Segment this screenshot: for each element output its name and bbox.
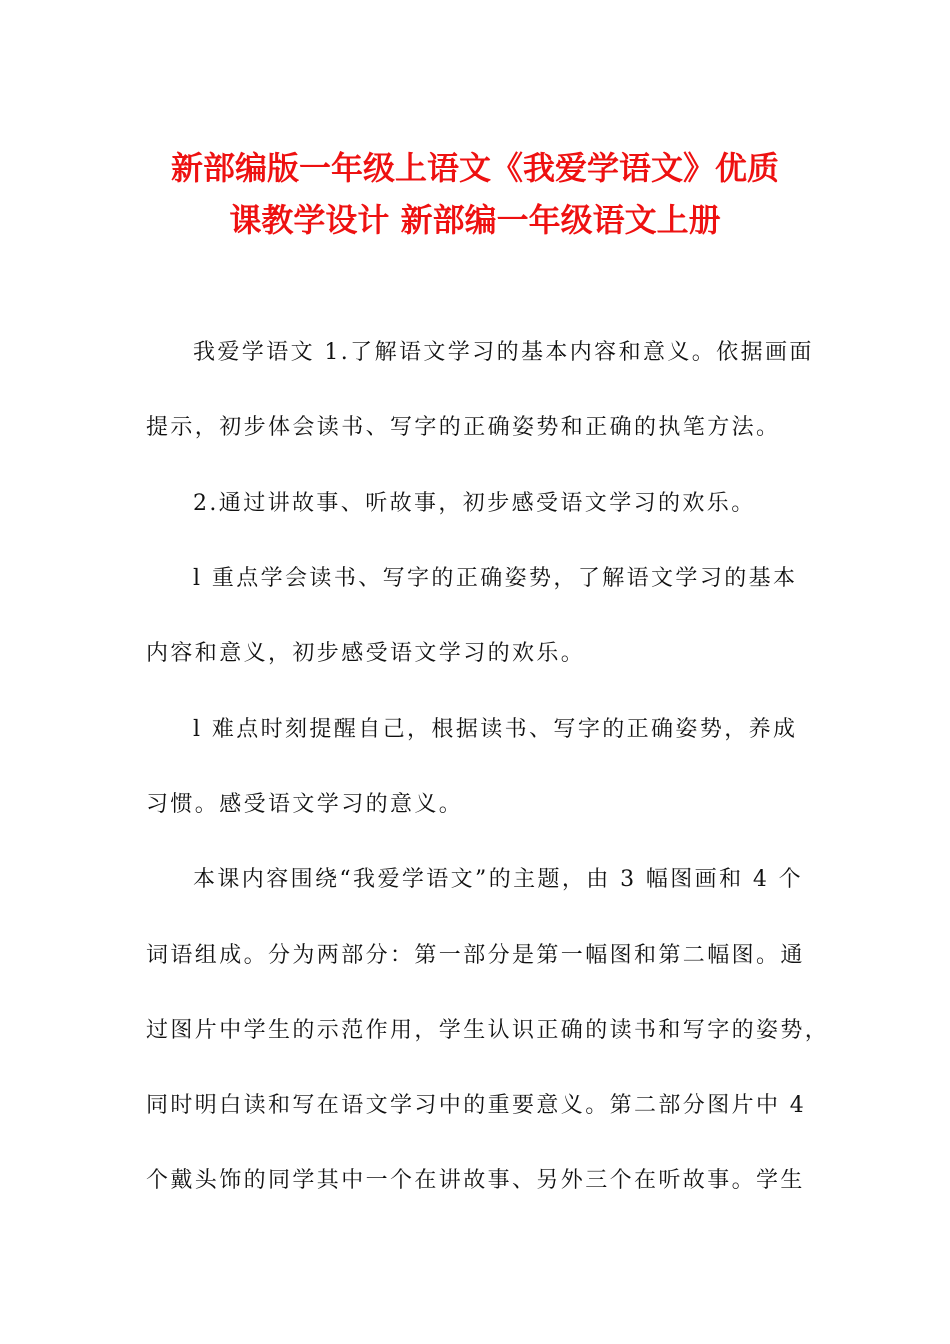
body-line-6: l 难点时刻提醒自己，根据读书、写字的正确姿势，养成 <box>193 717 798 742</box>
body-line-1: 我爱学语文 1.了解语文学习的基本内容和意义。依据画面 <box>193 340 814 365</box>
body-line-2: 提示，初步体会读书、写字的正确姿势和正确的执笔方法。 <box>146 415 781 440</box>
body-line-4: l 重点学会读书、写字的正确姿势，了解语文学习的基本 <box>193 566 798 591</box>
body-line-5: 内容和意义，初步感受语文学习的欢乐。 <box>146 641 586 666</box>
title-line-2: 课教学设计 新部编一年级语文上册 <box>229 201 721 239</box>
body-line-3: 2.通过讲故事、听故事，初步感受语文学习的欢乐。 <box>193 491 756 516</box>
body-line-9: 词语组成。分为两部分：第一部分是第一幅图和第二幅图。通 <box>146 943 805 968</box>
body-line-10: 过图片中学生的示范作用，学生认识正确的读书和写字的姿势， <box>146 1018 830 1043</box>
body-line-11: 同时明白读和写在语文学习中的重要意义。第二部分图片中 4 <box>146 1093 807 1118</box>
body-line-7: 习惯。感受语文学习的意义。 <box>146 792 464 817</box>
body-line-12: 个戴头饰的同学其中一个在讲故事、另外三个在听故事。学生 <box>146 1168 805 1193</box>
body-line-8: 本课内容围绕“我爱学语文”的主题，由 3 幅图画和 4 个 <box>193 867 804 892</box>
document-title <box>100 142 850 246</box>
title-line-1: 新部编版一年级上语文《我爱学语文》优质 <box>170 149 779 187</box>
